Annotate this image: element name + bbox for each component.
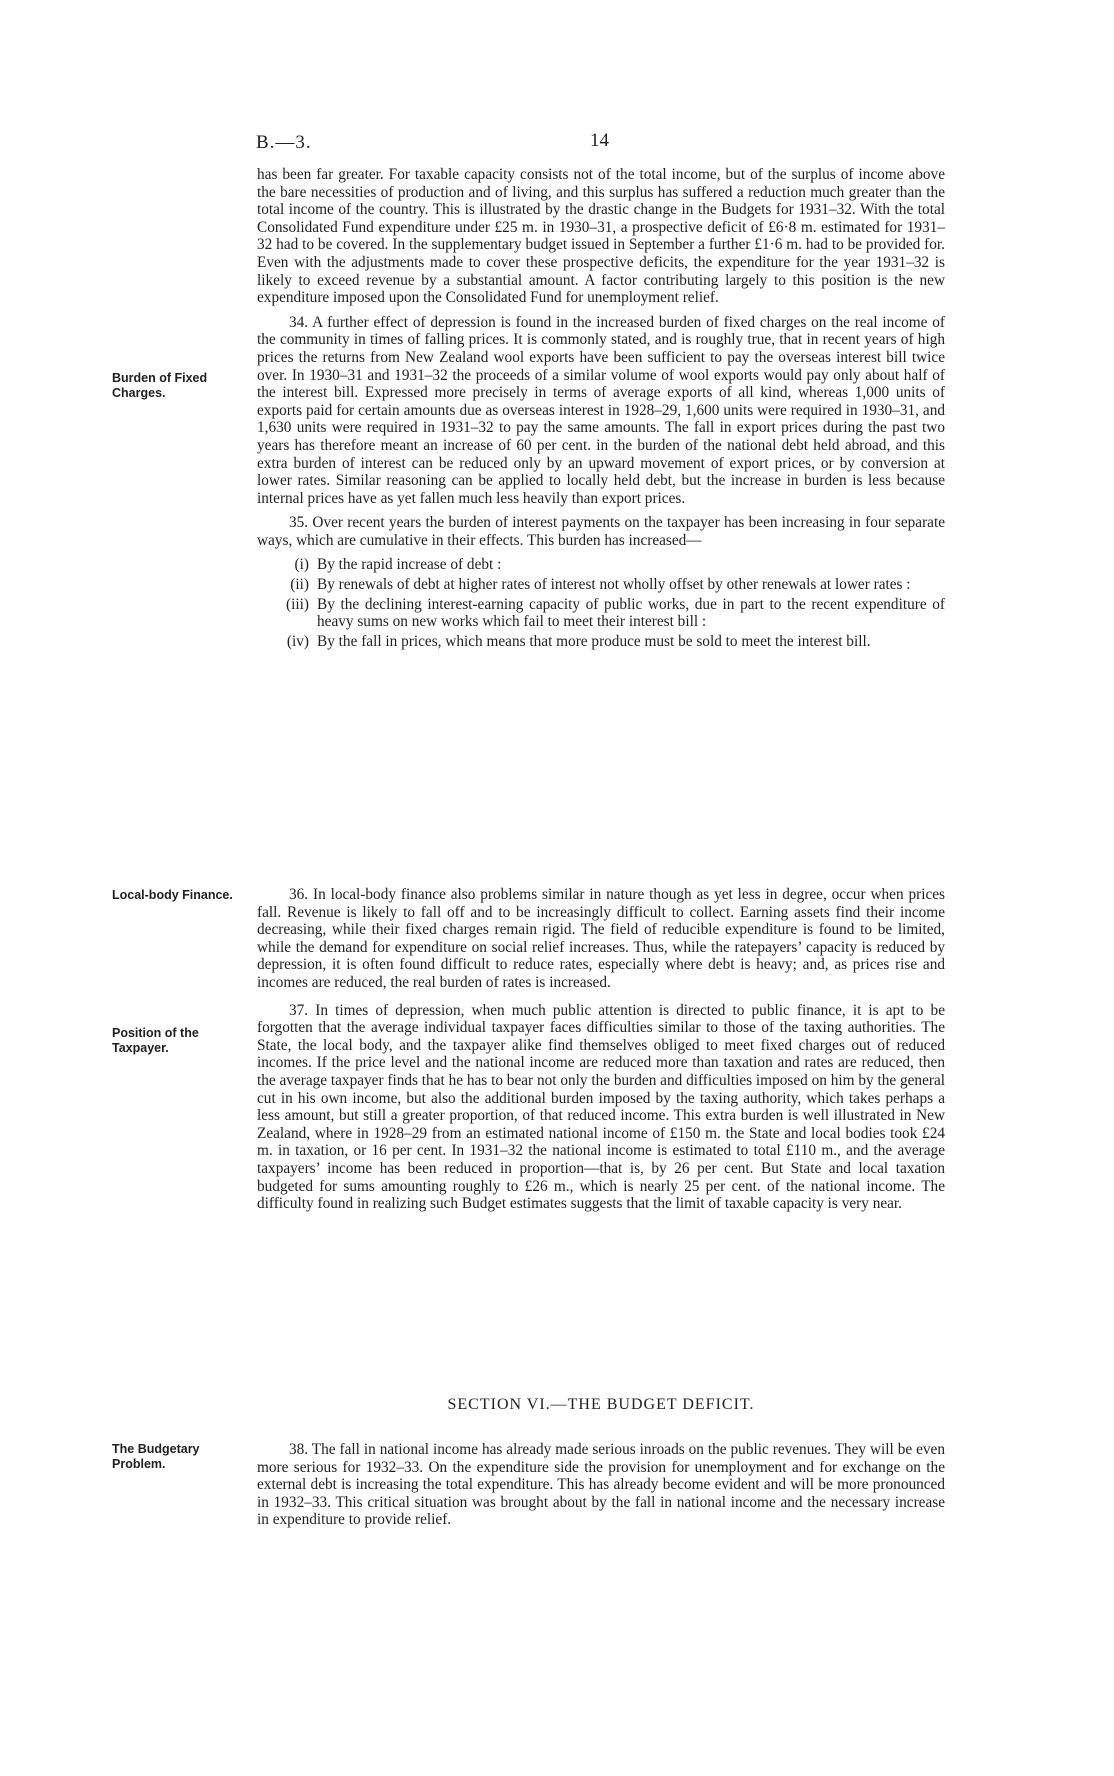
list-item-text: By renewals of debt at higher rates of interest not wholly offset by other renewals at lower rates : xyxy=(317,576,911,594)
paragraph-36: 36. In local-body finance also problems similar in nature though as yet less in degree, occur when prices fall. Revenue is likely to fall off and to be increasingly difficult to collect. Earning assets find their income decreasing, while their fixed charges remain rigid. The field of reducible expenditure is found to be limited, while the demand for expenditure on social relief increases. Thus, while the ratepayers’ capacity is reduced by depression, it is often found difficult to reduce rates, especially where debt is heavy; and, as prices rise and incomes are reduced, the real burden of rates is increased. xyxy=(257,886,945,991)
section-heading: SECTION VI.—THE BUDGET DEFICIT. xyxy=(447,1396,755,1413)
paragraph-35: 35. Over recent years the burden of interest payments on the taxpayer has been increasing in four separate ways, which are cumulative in their effects. This burden has increased— xyxy=(257,514,945,549)
sidenote-burden-of-fixed-charges: Burden of Fixed Charges. xyxy=(112,371,208,400)
paragraph-34: 34. A further effect of depression is found in the increased burden of fixed charges on the real income of the community in times of falling prices. It is commonly stated, and is roughly true, that in recent years of high prices the returns from New Zealand wool exports have been sufficient to pay the overseas interest bill twice over. In 1930–31 and 1931–32 the proceeds of a similar volume of wool exports would pay only about half of the interest bill. Expressed more precisely in terms of average exports of all kind, whereas 1,000 units of exports paid for certain amounts due as overseas interest in 1928–29, 1,600 units were required in 1930–31, and 1,630 units were required in 1931–32 to pay the same amounts. The fall in export prices during the past two years has therefore meant an increase of 60 per cent. in the burden of the national debt held abroad, and this extra burden of interest can be reduced only by an upward movement of export prices, or by conversion at lower rates. Similar reasoning can be applied to locally held debt, but the increase in burden is less because internal prices have as yet fallen much less heavily than export prices. xyxy=(257,313,945,507)
list-item-number: (iii) xyxy=(286,595,309,613)
sidenote-budgetary-problem: The Budgetary Problem. xyxy=(112,1442,200,1471)
paragraph-38: 38. The fall in national income has already made serious inroads on the public revenues. They will be even more serious for 1932–33. On the expenditure side the provision for unemployment and for exchange on the external debt is increasing the total expenditure. This has already become evident and will be more pronounced in 1932–33. This critical situation was brought about by the fall in national income and the necessary increase in expenditure to provide relief. xyxy=(257,1441,945,1529)
list-item-number: (ii) xyxy=(290,576,309,594)
list-item xyxy=(257,596,945,631)
sidenote-local-body-finance: Local-body Finance. xyxy=(112,888,233,902)
main-column-upper xyxy=(257,166,945,658)
list-item-number: (i) xyxy=(294,556,309,574)
document-reference: B.—3. xyxy=(256,132,312,153)
paragraph-37: 37. In times of depression, when much public attention is directed to public finance, it is apt to be forgotten that the average individual taxpayer faces difficulties similar to those of the taxing authorities. The State, the local body, and the taxpayer alike find themselves obliged to meet fixed charges out of reduced incomes. If the price level and the national income are reduced more than taxation and rates are reduced, then the average taxpayer finds that he has to bear not only the burden and difficulties imposed on him by the general cut in his own income, but also the additional burden imposed by the taxing authority, which takes perhaps a less amount, but still a greater proportion, of that reduced income. This extra burden is well illustrated in New Zealand, where in 1928–29 from an estimated national income of £150 m. the State and local bodies took £24 m. in taxation, or 16 per cent. In 1931–32 the national income is estimated to total £110 m., and the average taxpayers’ income has been reduced in proportion—that is, by 26 per cent. But State and local taxation budgeted for sums amounting roughly to £26 m., which is nearly 25 per cent. of the national income. The difficulty found in realizing such Budget estimates suggests that the limit of taxable capacity is very near. xyxy=(257,1001,945,1213)
list-item-text: By the declining interest-earning capacity of public works, due in part to the recent expenditure of heavy sums on new works which fail to meet their interest bill : xyxy=(317,595,945,631)
page-number: 14 xyxy=(590,130,609,151)
list-item-number: (iv) xyxy=(286,632,309,650)
list-item-text: By the fall in prices, which means that more produce must be sold to meet the interest bill. xyxy=(317,632,871,650)
list-item xyxy=(257,633,945,651)
main-column-section-vi xyxy=(257,1441,945,1536)
list-item xyxy=(257,576,945,594)
paragraph-continued: has been far greater. For taxable capacity consists not of the total income, but of the surplus of income above the bare necessities of production and of living, and this surplus has suffered a reduction much greater than the total income of the country. This is illustrated by the drastic change in the Budgets for 1931–32. With the total Consolidated Fund expenditure under £25 m. in 1930–31, a prospective deficit of £6·8 m. estimated for 1931–32 had to be covered. In the supplementary budget issued in September a further £1·6 m. had to be provided for. Even with the adjustments made to cover these prospective deficits, the expenditure for the year 1931–32 is likely to exceed revenue by a substantial amount. A factor contributing largely to this position is the new expenditure imposed upon the Consolidated Fund for unemployment relief. xyxy=(257,166,945,307)
main-column-lower xyxy=(257,886,945,1220)
sidenote-position-of-taxpayer: Position of the Taxpayer. xyxy=(112,1026,199,1055)
burden-list xyxy=(257,556,945,650)
list-item-text: By the rapid increase of debt : xyxy=(317,556,502,574)
list-item xyxy=(257,556,945,574)
